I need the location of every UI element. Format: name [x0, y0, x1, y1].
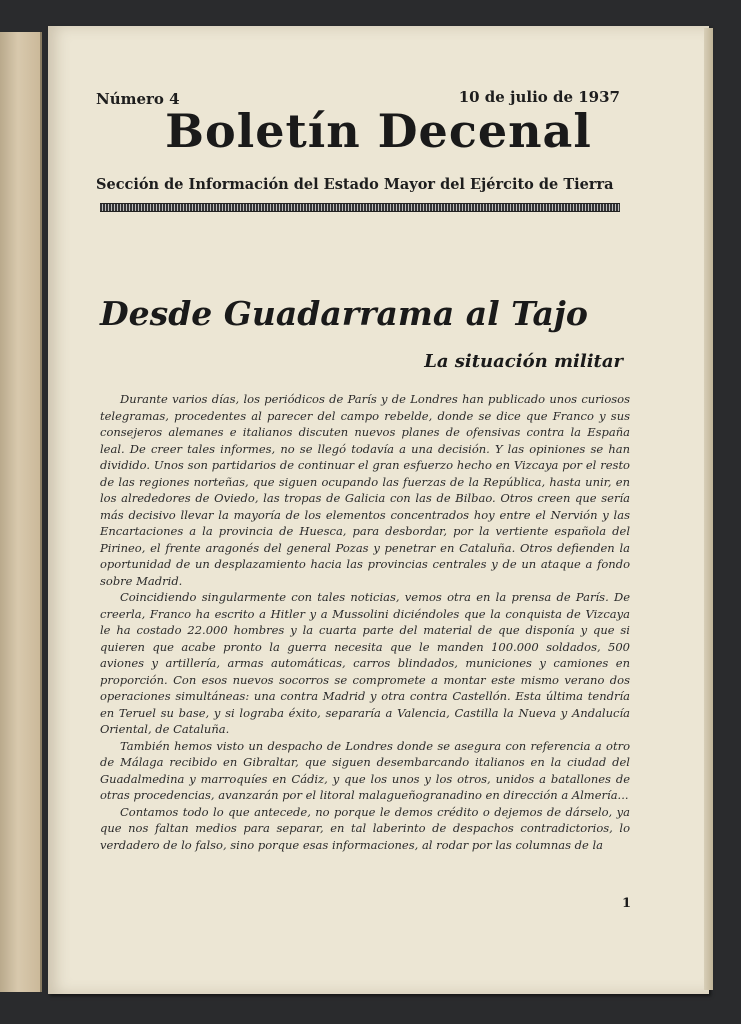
masthead-title: Boletín Decenal	[165, 104, 592, 158]
issue-number: Número 4	[96, 90, 180, 108]
article-title: Desde Guadarrama al Tajo	[100, 294, 588, 333]
issue-date: 10 de julio de 1937	[458, 88, 620, 106]
facing-page-edge	[0, 32, 42, 992]
masthead-rule	[100, 203, 620, 212]
article-subtitle: La situación militar	[424, 351, 623, 372]
masthead-subtitle: Sección de Información del Estado Mayor del Ejército de Tierra	[96, 176, 614, 193]
page-stack-edge	[704, 28, 713, 990]
paragraph: Contamos todo lo que antecede, no porque le demos crédito o dejemos de dárselo, ya que nos faltan medios para separar, en tal laberinto de despachos contradictorios, lo verdadero de lo falso, sino porque esas informaciones, al rodar por las columnas de la	[100, 804, 630, 852]
document-page	[48, 26, 709, 994]
paragraph: Durante varios días, los periódicos de París y de Londres han publicado unos curiosos telegramas, procedentes al parecer del campo rebelde, donde se dice que Franco y sus consejeros alemanes e italianos discuten nuevos planes de ofensivas contra la España leal. De creer tales informes, no se llegó todavía a una decisión. Y las opiniones se han dividido. Unos son partidarios de continuar el gran esfuerzo hecho en Vizcaya por el resto de las regiones norteñas, que siguen ocupando las fuerzas de la República, hasta unir, en los alrededores de Oviedo, las tropas de Galicia con las de Bilbao. Otros creen que sería más decisivo llevar la mayoría de los elementos concentrados hoy entre el Nervión y las Encartaciones a la provincia de Huesca, para desbordar, por la vertiente española del Pirineo, el frente aragonés del general Pozas y penetrar en Cataluña. Otros defienden la oportunidad de un desplazamiento hacia las provincias centrales y de un ataque a fondo sobre Madrid.	[100, 392, 630, 588]
paragraph: Coincidiendo singularmente con tales noticias, vemos otra en la prensa de París. De creerla, Franco ha escrito a Hitler y a Mussolini diciéndoles que la conquista de Vizcaya le ha costado 22.000 hombres y la cuarta parte del material de que disponía y que si quieren que acabe pronto la guerra necesita que le manden 100.000 soldados, 500 aviones y artillería, armas automáticas, carros blindados, municiones y camiones en proporción. Con esos nuevos socorros se compromete a montar este mismo verano dos operaciones simultáneas: una contra Madrid y otra contra Castellón. Esta última tendría en Teruel su base, y si lograba éxito, separaría a Valencia, Castilla la Nueva y Andalucía Oriental, de Cataluña.	[100, 590, 630, 736]
page-number: 1	[621, 896, 631, 911]
article-body	[100, 391, 630, 853]
paragraph: También hemos visto un despacho de Londres donde se asegura con referencia a otro de Málaga recibido en Gibraltar, que siguen desembarcando italianos en la ciudad del Guadalmedina y marroquíes en Cádiz, y que los unos y los otros, unidos a batallones de otras procedencias, avanzarán por el litoral malagueñogranadino en dirección a Almería...	[100, 738, 630, 802]
